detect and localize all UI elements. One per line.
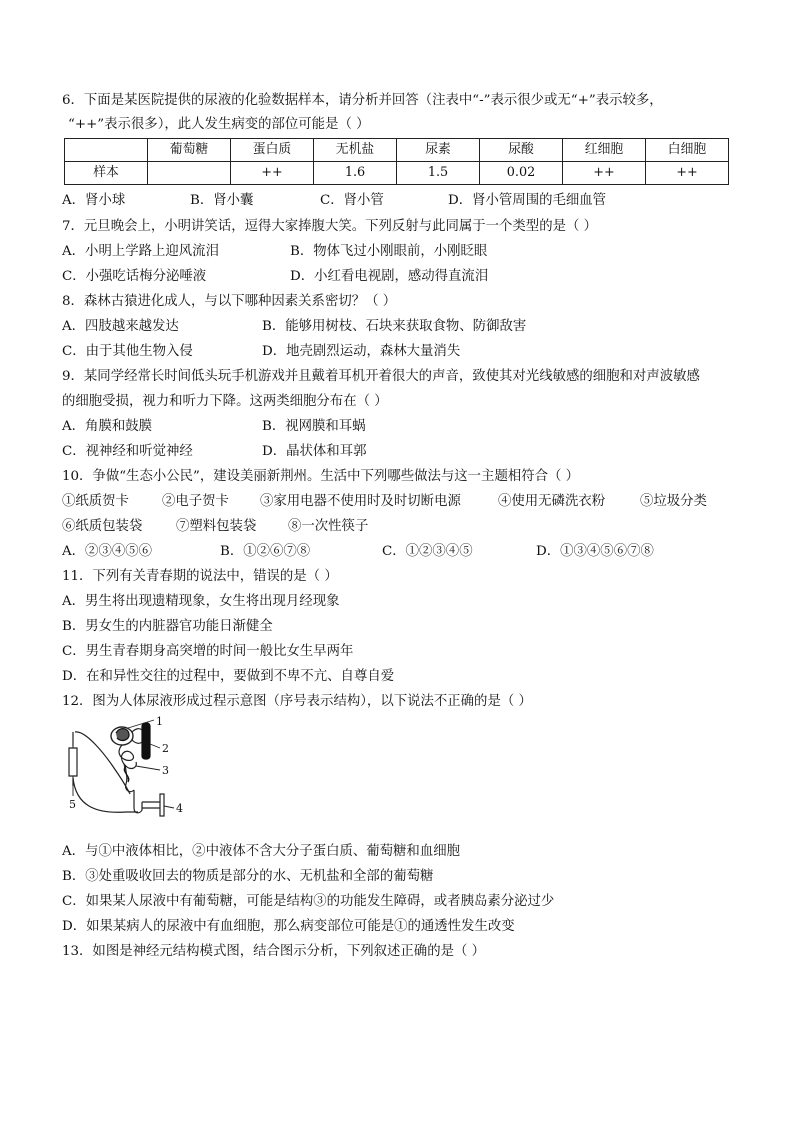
table-cell: 1.6 xyxy=(314,162,397,185)
q10-item: ②电子贺卡 xyxy=(162,494,229,509)
q11-option-a: A．男生将出现遗精现象，女生将出现月经现象 xyxy=(62,594,340,609)
q6-option-d: D．肾小管周围的毛细血管 xyxy=(448,193,607,208)
urine-data-table xyxy=(64,138,729,185)
q10-item: ③家用电器不使用时及时切断电源 xyxy=(260,494,461,509)
q11-option-b: B．男女生的内脏器官功能日渐健全 xyxy=(62,619,273,634)
figure-label-3: 3 xyxy=(162,764,169,777)
q8-stem: 8．森林古猿进化成人，与以下哪种因素关系密切？（ ） xyxy=(62,294,397,309)
q11-option-d: D．在和异性交往的过程中，要做到不卑不亢、自尊自爱 xyxy=(62,669,395,684)
table-header-cell: 白细胞 xyxy=(646,139,729,162)
table-header-row xyxy=(65,139,729,162)
table-cell: ++ xyxy=(563,162,646,185)
q12-option-a: A．与①中液体相比，②中液体不含大分子蛋白质、葡萄糖和血细胞 xyxy=(62,844,460,859)
q10-item: ⑤垃圾分类 xyxy=(640,494,707,509)
table-cell: 1.5 xyxy=(397,162,480,185)
q6-option-b: B．肾小囊 xyxy=(190,193,254,208)
q12-stem: 12．图为人体尿液形成过程示意图（序号表示结构），以下说法不正确的是（ ） xyxy=(62,694,532,709)
q10-item: ①纸质贺卡 xyxy=(62,494,129,509)
q10-item: ⑥纸质包装袋 xyxy=(62,519,143,534)
q9-stem-line2: 的细胞受损，视力和听力下降。这两类细胞分布在（ ） xyxy=(62,394,388,409)
figure-label-1: 1 xyxy=(156,716,163,728)
q9-stem-line1: 9．某同学经常长时间低头玩手机游戏并且戴着耳机开着很大的声音，致使其对光线敏感的细胞和对声波敏感 xyxy=(62,369,700,384)
table-header-cell xyxy=(65,139,148,162)
table-header-cell: 葡萄糖 xyxy=(148,139,231,162)
table-header-cell: 尿素 xyxy=(397,139,480,162)
q12-option-c: C．如果某人尿液中有葡萄糖，可能是结构③的功能发生障碍，或者胰岛素分泌过少 xyxy=(62,894,555,909)
q7-option-b: B．物体飞过小刚眼前，小刚眨眼 xyxy=(290,244,488,259)
table-header-cell: 无机盐 xyxy=(314,139,397,162)
table-cell: 0.02 xyxy=(480,162,563,185)
q7-option-d: D．小红看电视剧，感动得直流泪 xyxy=(290,269,489,284)
table-cell: 样本 xyxy=(65,162,148,185)
figure-label-2: 2 xyxy=(162,742,169,755)
table-row xyxy=(65,162,729,185)
figure-label-5: 5 xyxy=(69,798,76,811)
figure-label-4: 4 xyxy=(176,802,183,815)
q7-option-a: A．小明上学路上迎风流泪 xyxy=(62,244,219,259)
q10-option-b: B．①②⑥⑦⑧ xyxy=(220,544,311,559)
q10-item: ④使用无磷洗衣粉 xyxy=(498,494,606,509)
q12-option-d: D．如果某病人的尿液中有血细胞，那么病变部位可能是①的通透性发生改变 xyxy=(62,919,515,934)
q6-stem-line2: “++”表示很多），此人发生病变的部位可能是（ ） xyxy=(68,117,370,132)
q8-option-b: B．能够用树枝、石块来获取食物、防御敌害 xyxy=(262,319,527,334)
q10-option-c: C．①②③④⑤ xyxy=(382,544,473,559)
nephron-drawing xyxy=(69,720,174,816)
q6-option-c: C．肾小管 xyxy=(320,193,384,208)
table-header-cell: 蛋白质 xyxy=(231,139,314,162)
q8-option-c: C．由于其他生物入侵 xyxy=(62,344,193,359)
q10-item: ⑧一次性筷子 xyxy=(288,519,369,534)
q9-option-c: C．视神经和听觉神经 xyxy=(62,444,193,459)
table-header-cell: 红细胞 xyxy=(563,139,646,162)
q10-option-d: D．①③④⑤⑥⑦⑧ xyxy=(536,544,654,559)
q9-option-d: D．晶状体和耳郭 xyxy=(262,444,367,459)
q6-option-a: A．肾小球 xyxy=(62,193,126,208)
q7-option-c: C．小强吃话梅分泌唾液 xyxy=(62,269,207,284)
table-cell: ++ xyxy=(231,162,314,185)
table-cell: ++ xyxy=(646,162,729,185)
q11-option-c: C．男生青春期身高突增的时间一般比女生早两年 xyxy=(62,644,354,659)
q11-stem: 11．下列有关青春期的说法中，错误的是（ ） xyxy=(62,569,338,584)
table-header-cell: 尿酸 xyxy=(480,139,563,162)
q12-option-b: B．③处重吸收回去的物质是部分的水、无机盐和全部的葡萄糖 xyxy=(62,869,434,884)
q9-option-b: B．视网膜和耳蜗 xyxy=(262,419,366,434)
q10-option-a: A．②③④⑤⑥ xyxy=(62,544,153,559)
q13-stem: 13．如图是神经元结构模式图，结合图示分析，下列叙述正确的是（ ） xyxy=(62,944,486,959)
q10-stem: 10．争做“生态小公民”，建设美丽新荆州。生活中下列哪些做法与这一主题相符合（ ） xyxy=(62,469,580,484)
q9-option-a: A．角膜和鼓膜 xyxy=(62,419,153,434)
q8-option-a: A．四肢越来越发达 xyxy=(62,319,179,334)
urine-formation-figure xyxy=(66,716,196,828)
q6-stem-line1: 6．下面是某医院提供的尿液的化验数据样本，请分析并回答（注表中“-”表示很少或无“+”表示较多， xyxy=(62,93,663,108)
q10-item: ⑦塑料包装袋 xyxy=(176,519,257,534)
table-cell xyxy=(148,162,231,185)
q7-stem: 7．元旦晚会上，小明讲笑话，逗得大家捧腹大笑。下列反射与此同属于一个类型的是（ ） xyxy=(62,219,598,234)
q8-option-d: D．地壳剧烈运动，森林大量消失 xyxy=(262,344,461,359)
